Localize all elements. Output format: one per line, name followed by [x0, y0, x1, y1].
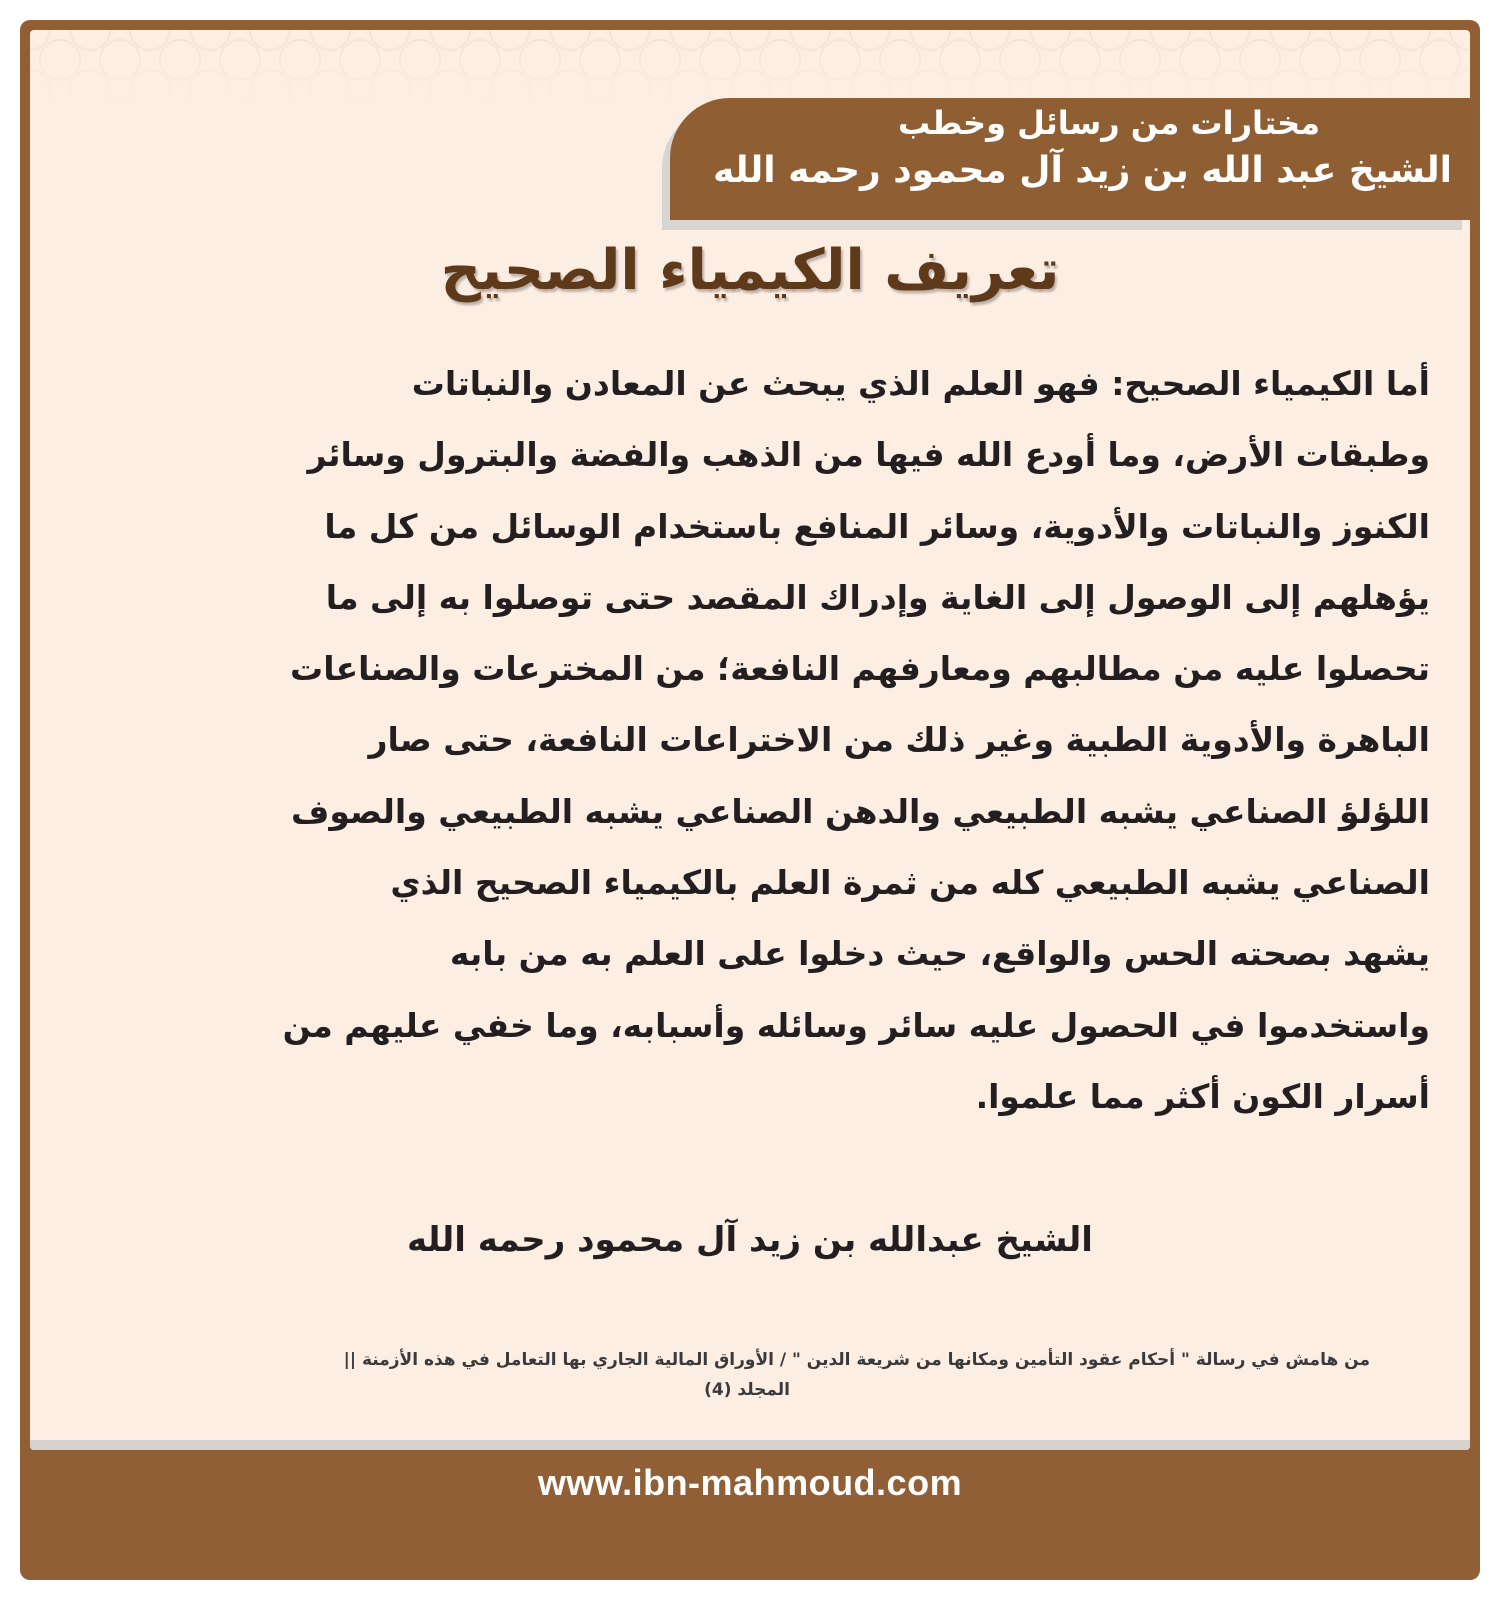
page-title: تعريف الكيمياء الصحيح	[440, 238, 1060, 303]
body-line: اللؤلؤ الصناعي يشبه الطبيعي والدهن الصناعي يشبه الطبيعي والصوف	[291, 791, 1430, 831]
header-banner	[670, 98, 1470, 220]
body-line: الكنوز والنباتات والأدوية، وسائر المنافع باستخدام الوسائل من كل ما	[324, 506, 1430, 546]
divider	[30, 1440, 1470, 1450]
body-line: واستخدموا في الحصول عليه سائر وسائله وأسبابه، وما خفي عليهم من	[282, 1005, 1430, 1045]
website-link[interactable]: www.ibn-mahmoud.com	[537, 1462, 963, 1503]
header-author: الشيخ عبد الله بن زيد آل محمود رحمه الله	[713, 150, 1452, 191]
header-subtitle: مختارات من رسائل وخطب	[897, 104, 1320, 142]
body-line: وطبقات الأرض، وما أودع الله فيها من الذهب والفضة والبترول وسائر	[307, 435, 1430, 475]
body-line: الباهرة والأدوية الطبية وغير ذلك من الاختراعات النافعة، حتى صار	[368, 720, 1430, 760]
page-frame	[20, 20, 1480, 1580]
body-line: يؤهلهم إلى الوصول إلى الغاية وإدراك المقصد حتى توصلوا به إلى ما	[325, 577, 1430, 617]
footnote-volume: المجلد (4)	[704, 1380, 790, 1400]
content-panel	[30, 30, 1470, 1450]
body-line: أسرار الكون أكثر مما علموا.	[975, 1076, 1430, 1116]
body-line: الصناعي يشبه الطبيعي كله من ثمرة العلم بالكيمياء الصحيح الذي	[390, 863, 1430, 903]
body-line: تحصلوا عليه من مطالبهم ومعارفهم النافعة؛ من المخترعات والصناعات	[290, 649, 1430, 689]
footnote-source: من هامش في رسالة " أحكام عقود التأمين ومكانها من شريعة الدين " / الأوراق المالية الجاري بها التعامل في هذه الأزمنة ||	[343, 1350, 1370, 1370]
footnote	[110, 1345, 1370, 1405]
body-line: يشهد بصحته الحس والواقع، حيث دخلوا على العلم به من بابه	[449, 934, 1430, 974]
article-body	[120, 348, 1430, 1132]
author-signature: الشيخ عبدالله بن زيد آل محمود رحمه الله	[407, 1220, 1093, 1260]
body-line: أما الكيمياء الصحيح: فهو العلم الذي يبحث عن المعادن والنباتات	[411, 364, 1430, 403]
